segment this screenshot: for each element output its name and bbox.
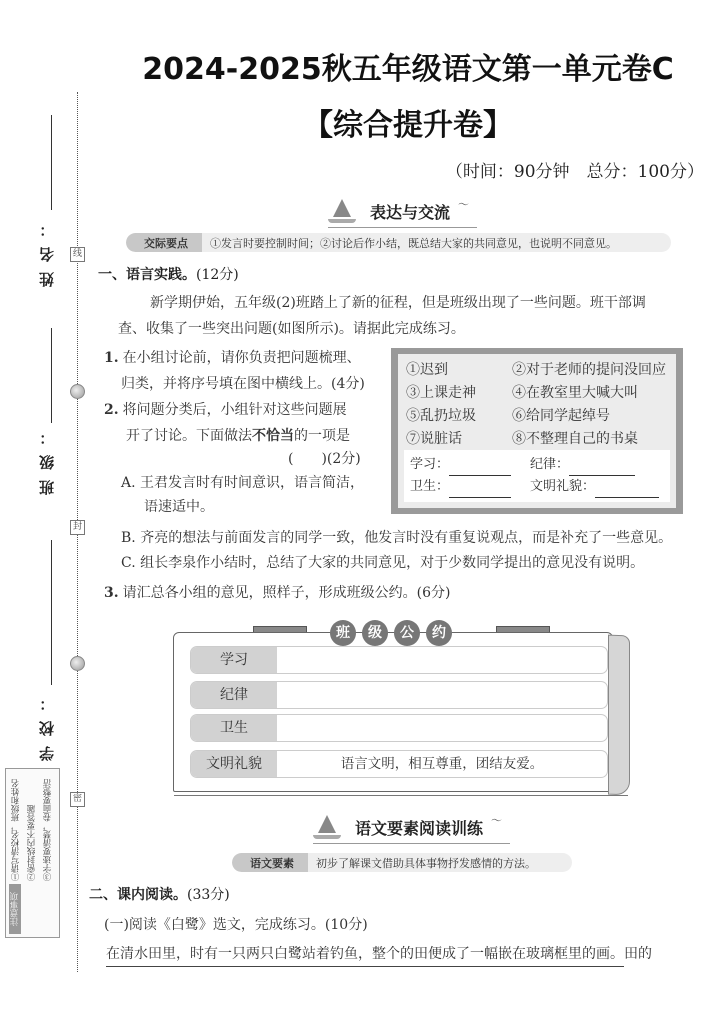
q3-line — [104, 580, 450, 606]
convention-input-hygiene[interactable] — [277, 715, 607, 741]
reading-subtitle: (一)阅读《白鹭》选文，完成练习。(10分) — [104, 917, 368, 933]
problems-list — [406, 360, 682, 450]
fill-blank-hygiene[interactable] — [449, 482, 511, 498]
language-element-tag: 语文要素 — [232, 853, 308, 872]
fill-label: 文明礼貌： — [530, 479, 596, 494]
class-label: 班级： — [38, 420, 56, 495]
fill-label: 纪律： — [530, 457, 570, 472]
problem-item: ⑤乱扔垃圾 — [406, 408, 476, 424]
q3-number: 3. — [104, 585, 119, 601]
title-char: 班 — [330, 620, 356, 646]
convention-row-discipline — [190, 681, 608, 709]
q2-number: 2. — [104, 402, 119, 418]
note-item-1: ①请写清校名，班级和姓名 — [11, 779, 21, 881]
section-heading-text: 表达与交流 — [370, 202, 451, 222]
question-points: (33分) — [187, 887, 230, 903]
class-convention-card — [173, 632, 613, 792]
fill-label: 卫生： — [410, 479, 450, 494]
q2-option-b: B. 齐亮的想法与前面发言的同学一致，他发言时没有重复说观点，而是补充了一些意见。 — [121, 530, 673, 546]
fill-discipline — [530, 454, 680, 476]
intro-line-2: 查、收集了一些突出问题(如图所示)。请据此完成练习。 — [118, 321, 465, 337]
convention-row-civility — [190, 750, 608, 778]
q2-option-a-line-2: 语速适中。 — [144, 499, 214, 515]
convention-label: 纪律 — [191, 682, 277, 708]
fill-blank-discipline[interactable] — [569, 460, 635, 476]
language-element-text: 初步了解课文借助具体事物抒发感情的方法。 — [316, 856, 536, 870]
q1-line-1 — [104, 345, 361, 371]
convention-input-discipline[interactable] — [277, 682, 607, 708]
title-char: 约 — [426, 620, 452, 646]
question-points: (12分) — [196, 267, 239, 283]
problem-item: ④在教室里大喊大叫 — [512, 385, 638, 401]
name-label: 姓名： — [38, 212, 56, 287]
q2-answer-bracket[interactable]: ( )(2分) — [288, 451, 361, 467]
convention-row-study — [190, 646, 608, 674]
convention-label: 文明礼貌 — [191, 751, 277, 777]
fill-study — [410, 454, 530, 476]
seal-char-mi: 密 — [70, 792, 85, 807]
school-field[interactable] — [51, 540, 52, 685]
seal-char-feng: 封 — [70, 520, 85, 535]
section-heading-text: 语文要素阅读训练 — [355, 818, 484, 838]
bird-icon: 〜 — [491, 814, 503, 827]
sailboat-icon — [328, 199, 354, 223]
bird-icon: 〜 — [458, 198, 470, 211]
fill-blank-civility[interactable] — [595, 482, 659, 498]
fill-blank-study[interactable] — [449, 460, 511, 476]
fill-label: 学习： — [410, 457, 450, 472]
q2-option-a-line-1: A. 王君发言时有时间意识，语言简洁， — [121, 475, 365, 491]
question-1-heading — [98, 264, 239, 284]
category-fill-area — [404, 450, 670, 502]
q2-option-c: C. 组长李泉作小结时，总结了大家的共同意见，对于少数同学提出的意见没有说明。 — [121, 555, 645, 571]
q1-line-2: 归类，并将序号填在图中横线上。(4分) — [121, 376, 365, 392]
note-item-2: ②密封线内不要答题 — [27, 804, 37, 881]
intro-line-1: 新学期伊始，五年级(2)班踏上了新的征程，但是班级出现了一些问题。班干部调 — [150, 295, 646, 311]
problem-item: ⑧不整理自己的书桌 — [512, 431, 638, 447]
fill-hygiene — [410, 476, 530, 498]
passage-tail: 田的 — [624, 943, 652, 967]
title-char: 公 — [394, 620, 420, 646]
problem-item: ①迟到 — [406, 362, 448, 378]
problem-item: ⑥给同学起绰号 — [512, 408, 610, 424]
q2-text-post: 的一项是 — [294, 428, 350, 444]
binding-margin — [0, 0, 95, 1024]
school-label: 学校： — [38, 686, 56, 761]
convention-value-civility: 语言文明，相互尊重，团结友爱。 — [340, 756, 544, 772]
q2-text-pre: 开了讨论。下面做法 — [126, 428, 252, 444]
q1-text: 在小组讨论前，请你负责把问题梳理、 — [122, 350, 361, 366]
reading-passage-line-1 — [106, 943, 652, 967]
passage-underlined: 在清水田里，时有一只两只白鹭站着钓鱼，整个的田便成了一幅嵌在玻璃框里的画。 — [106, 946, 624, 962]
convention-title — [330, 620, 452, 646]
fill-civility — [530, 476, 680, 498]
title-char: 级 — [362, 620, 388, 646]
exam-info: （时间：90分钟 总分：100分） — [445, 162, 704, 182]
q3-text: 请汇总各小组的意见，照样子，形成班级公约。(6分) — [122, 585, 451, 601]
name-field[interactable] — [51, 115, 52, 210]
seal-char-xian: 线 — [70, 247, 85, 262]
question-title: 二、课内阅读。 — [89, 887, 187, 903]
section-heading-reading — [313, 810, 502, 844]
note-item-3: ③字迹要清楚，卷面要整洁 — [43, 779, 53, 881]
page-title: 2024-2025秋五年级语文第一单元卷C — [142, 52, 674, 87]
question-2-heading — [89, 884, 230, 904]
notes-box — [5, 768, 60, 938]
page-subtitle: 【综合提升卷】 — [303, 108, 513, 143]
q2-line-1 — [104, 397, 347, 423]
notes-title: 注意事项 — [9, 884, 21, 934]
convention-label: 卫生 — [191, 715, 277, 741]
problems-box — [391, 348, 683, 514]
question-title: 一、语言实践。 — [98, 267, 196, 283]
seal-dot-icon — [70, 656, 85, 671]
sailboat-icon — [313, 815, 339, 839]
seal-dot-icon — [70, 384, 85, 399]
convention-input-study[interactable] — [277, 647, 607, 673]
key-points-pill — [126, 233, 671, 252]
card-page-curl — [608, 635, 630, 796]
problem-item: ②对于老师的提问没回应 — [512, 362, 666, 378]
q1-number: 1. — [104, 350, 119, 366]
section-heading-expression — [328, 194, 469, 228]
problem-item: ③上课走神 — [406, 385, 476, 401]
convention-label: 学习 — [191, 647, 277, 673]
language-element-pill — [232, 853, 572, 872]
q2-text: 将问题分类后，小组针对这些问题展 — [122, 402, 347, 418]
key-points-tag: 交际要点 — [126, 233, 202, 252]
problem-item: ⑦说脏话 — [406, 431, 462, 447]
class-field[interactable] — [51, 328, 52, 423]
key-points-text: ①发言时要控制时间；②讨论后作小结，既总结大家的共同意见，也说明不同意见。 — [210, 236, 617, 250]
convention-row-hygiene — [190, 714, 608, 742]
q2-emphasis: 不恰当 — [252, 428, 294, 444]
